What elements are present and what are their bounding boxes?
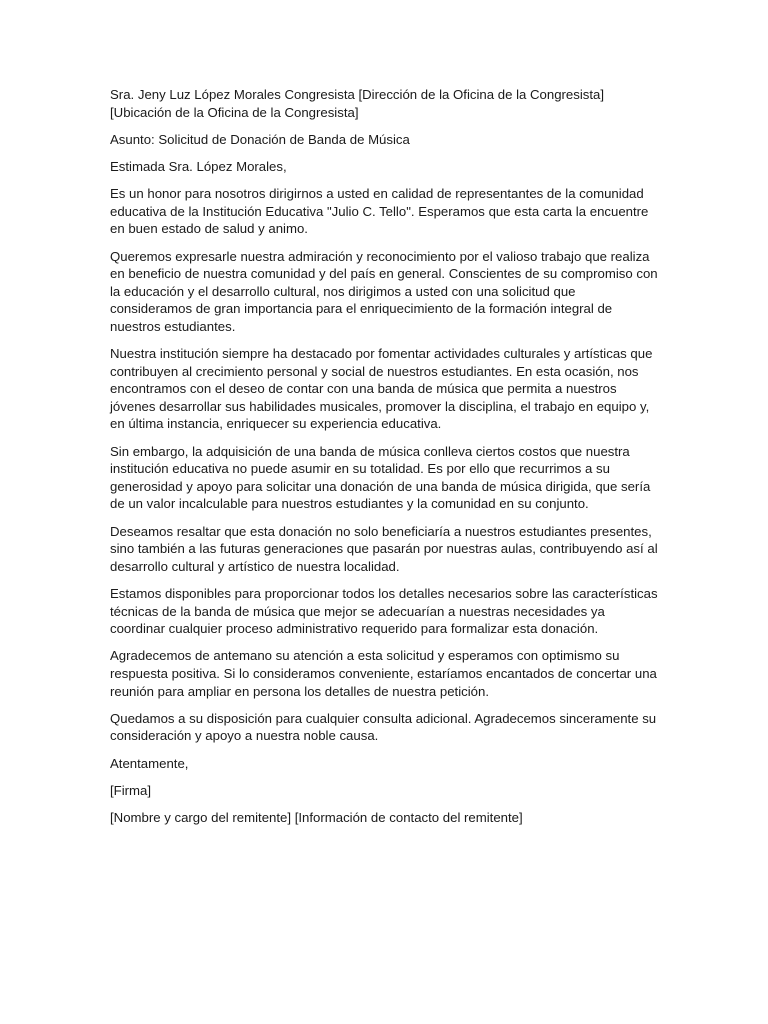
body-paragraph: Estamos disponibles para proporcionar todos los detalles necesarios sobre las características técnicas de la banda de música que mejor se adecuarían a nuestras necesidades ya coordinar cualquier proceso administrativo requerido para formalizar esta donación.: [110, 586, 658, 637]
body-paragraph: Queremos expresarle nuestra admiración y reconocimiento por el valioso trabajo que realiza en beneficio de nuestra comunidad y del país en general. Conscientes de su compromiso con la educación y el desarrollo cultural, nos dirigimos a usted con una solicitud que consideramos de gran importancia para el enriquecimiento de la formación integral de nuestros estudiantes.: [110, 248, 658, 334]
letter-document: [110, 86, 658, 836]
body-paragraph: Es un honor para nosotros dirigirnos a usted en calidad de representantes de la comunidad educativa de la Institución Educativa "Julio C. Tello". Esperamos que esta carta la encuentre en buen estado de salud y animo.: [110, 186, 649, 237]
body-paragraph: Sin embargo, la adquisición de una banda de música conlleva ciertos costos que nuestra institución educativa no puede asumir en su totalidad. Es por ello que recurrimos a su generosidad y apoyo para solicitar una donación de una banda de música dirigida, que sería de un valor incalculable para nuestros estudiantes y la comunidad en su conjunto.: [110, 443, 651, 512]
closing: Atentamente,: [110, 755, 189, 771]
body-paragraph: Nuestra institución siempre ha destacado por fomentar actividades culturales y artísticas que contribuyen al crecimiento personal y social de nuestros estudiantes. En esta ocasión, nos encontramos con el deseo de contar con una banda de música que permita a nuestros jóvenes desarrollar sus habilidades musicales, promover la disciplina, el trabajo en equipo y, en última instancia, enriquecer su experiencia educativa.: [110, 346, 653, 432]
signature-placeholder: [Firma]: [110, 782, 152, 798]
sender-info: [Nombre y cargo del remitente] [Información de contacto del remitente]: [110, 809, 523, 825]
body-paragraph: Deseamos resaltar que esta donación no solo beneficiaría a nuestros estudiantes presentes, sino también a las futuras generaciones que pasarán por nuestras aulas, contribuyendo así al desarrollo cultural y artístico de nuestra localidad.: [110, 523, 658, 574]
body-paragraph: Quedamos a su disposición para cualquier consulta adicional. Agradecemos sinceramente su consideración y apoyo a nuestra noble causa.: [110, 710, 657, 744]
recipient-address: Sra. Jeny Luz López Morales Congresista [Dirección de la Oficina de la Congresista] [Ubicación de la Oficina de la Congresista]: [110, 87, 605, 120]
subject-line: Asunto: Solicitud de Donación de Banda de Música: [110, 131, 410, 147]
body-paragraph: Agradecemos de antemano su atención a esta solicitud y esperamos con optimismo su respuesta positiva. Si lo consideramos conveniente, estaríamos encantados de concertar una reunión para ampliar en persona los detalles de nuestra petición.: [110, 648, 657, 699]
salutation: Estimada Sra. López Morales,: [110, 158, 287, 174]
